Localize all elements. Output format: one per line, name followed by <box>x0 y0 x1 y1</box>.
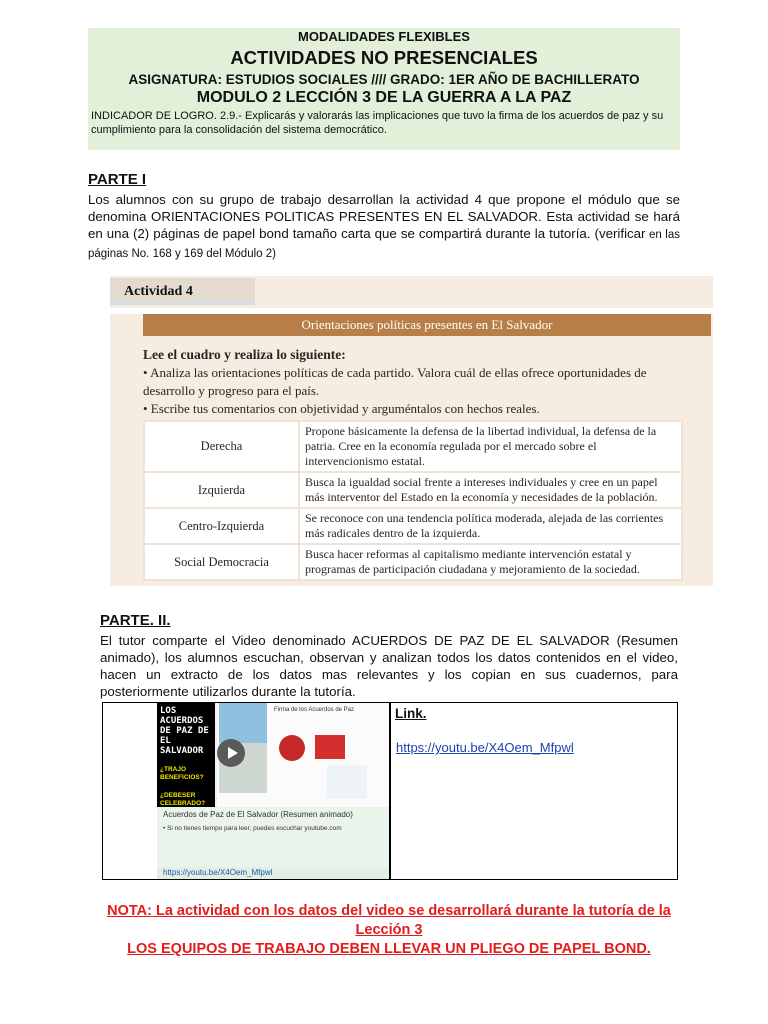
video-thumbnail[interactable] <box>157 703 389 879</box>
table-desc: Se reconoce con una tendencia política moderada, alejada de las corrientes más radicales dentro de la izquierda. <box>299 508 682 544</box>
table-desc: Busca la igualdad social frente a intereses individuales y cree en un papel más interventor del Estado en la economía y necesidades de la población. <box>299 472 682 508</box>
thumbnail-pic-title: Firma de los Acuerdos de Paz <box>273 707 355 713</box>
header-subject: ASIGNATURA: ESTUDIOS SOCIALES //// GRADO: 1ER AÑO DE BACHILLERATO <box>128 72 640 87</box>
activity-bar-title: Orientaciones políticas presentes en El Salvador <box>143 314 711 336</box>
header-title: ACTIVIDADES NO PRESENCIALES <box>230 47 538 68</box>
table-desc: Busca hacer reformas al capitalismo mediante intervención estatal y programas de participación ciudadana y mejoramiento de la sociedad. <box>299 544 682 580</box>
table-term: Izquierda <box>144 472 299 508</box>
note-block <box>88 902 690 959</box>
header-block <box>88 28 680 150</box>
video-link[interactable]: https://youtu.be/X4Oem_Mfpwl <box>396 740 574 755</box>
thumbnail-title-line: DE PAZ DE <box>160 726 209 736</box>
table-row <box>144 472 682 508</box>
part2-text: El tutor comparte el Video denominado ACUERDOS DE PAZ DE EL SALVADOR (Resumen animado), los alumnos escuchan, observan y analizan todos los datos contenidos en el video, hacen un extracto de los datos mas relevantes y los copian en sus cuadernos, para posteriormente utilizarlos durante la tutoría. <box>100 633 678 699</box>
thumbnail-title-line: ACUERDOS <box>160 716 204 726</box>
table-term: Centro-Izquierda <box>144 508 299 544</box>
table-row <box>144 544 682 580</box>
achievement-indicator: INDICADOR DE LOGRO. 2.9.- Explicarás y valorarás las implicaciones que tuvo la firma de los acuerdos de paz y su cumplimiento para la consolidación del sistema democrático. <box>91 110 664 136</box>
thumbnail-question-1: ¿TRAJO BENEFICIOS? <box>160 766 204 781</box>
part1-title: PARTE I <box>88 171 147 188</box>
thumbnail-title-panel <box>157 703 215 807</box>
thumbnail-sub: • Si no tienes tiempo para leer, puedes escuchar youtube.com <box>163 825 342 832</box>
part1-text <box>88 191 680 263</box>
part1-text-main: Los alumnos con su grupo de trabajo desarrollan la actividad 4 que propone el módulo que se denomina ORIENTACIONES POLITICAS PRESENTES EN EL SALVADOR. Esta actividad se hará en una (2) páginas de papel bond tamaño carta que se compartirá durante la tutoría. (verificar <box>88 192 680 241</box>
table-desc: Propone básicamente la defensa de la libertad individual, la defensa de la patria. Cree en la economía regulada por el mercado sobre el intervencionismo estatal. <box>299 421 682 472</box>
table-divider <box>389 703 391 879</box>
table-term: Derecha <box>144 421 299 472</box>
activity-bullet-2: • Escribe tus comentarios con objetividad y arguméntalos con hechos reales. <box>143 401 540 416</box>
activity-tab: Actividad 4 <box>110 278 255 305</box>
activity-instructions <box>143 346 683 418</box>
thumbnail-title-line: LOS <box>160 706 177 716</box>
play-icon[interactable] <box>217 739 245 767</box>
header-line-1: MODALIDADES FLEXIBLES <box>298 29 470 44</box>
link-title: Link. <box>395 706 427 721</box>
thumbnail-caption: Acuerdos de Paz de El Salvador (Resumen animado) <box>163 810 353 819</box>
thumbnail-info <box>157 807 389 867</box>
thumbnail-title-line: EL SALVADOR <box>160 736 204 756</box>
part1-text-small: en las páginas No. 168 y 169 del Módulo 2) <box>88 229 680 260</box>
part2-title: PARTE. II. <box>100 612 171 629</box>
note-line-2: LOS EQUIPOS DE TRABAJO DEBEN LLEVAR UN PLIEGO DE PAPEL BOND. <box>127 941 651 957</box>
activity-bullet-1: • Analiza las orientaciones políticas de cada partido. Valora cuál de ellas ofrece oportunidades de desarrollo y progreso para el país. <box>143 365 647 398</box>
thumbnail-question-2: ¿DEBESER CELEBRADO? <box>160 792 206 807</box>
table-term: Social Democracia <box>144 544 299 580</box>
orientations-table <box>143 420 683 581</box>
header-module: MODULO 2 LECCIÓN 3 DE LA GUERRA A LA PAZ <box>196 89 572 106</box>
video-table <box>102 702 678 880</box>
thumbnail-link[interactable]: https://youtu.be/X4Oem_Mfpwl <box>157 867 389 879</box>
note-line-1: NOTA: La actividad con los datos del video se desarrollará durante la tutoría de la Lección 3 <box>107 903 671 938</box>
table-row <box>144 421 682 472</box>
table-row <box>144 508 682 544</box>
activity-lead: Lee el cuadro y realiza lo siguiente: <box>143 347 346 362</box>
